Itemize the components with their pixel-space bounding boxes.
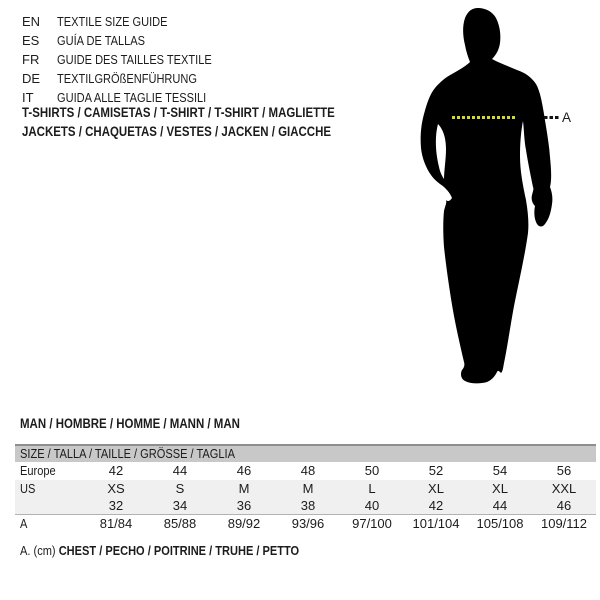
category-line-jackets: JACKETS / CHAQUETAS / VESTES / JACKEN / GIACCHE: [22, 123, 332, 139]
size-table-header: SIZE / TALLA / TAILLE / GRÖSSE / TAGLIA: [15, 446, 596, 462]
man-silhouette-graphic: [400, 0, 600, 400]
table-cell: 44: [492, 498, 508, 513]
man-silhouette: [421, 8, 553, 383]
row-label: US: [20, 481, 36, 496]
language-row-de: [22, 69, 239, 88]
language-row-fr: [22, 50, 239, 69]
table-cell: 32: [108, 498, 124, 513]
language-label: TEXTILGRÖßENFÜHRUNG: [57, 71, 197, 86]
footnote-text: CHEST / PECHO / POITRINE / TRUHE / PETTO: [58, 543, 300, 558]
table-cell: 52: [428, 463, 444, 478]
row-label: Europe: [20, 463, 56, 478]
language-label: GUIDA ALLE TAGLIE TESSILI: [57, 90, 207, 105]
row-label: [15, 497, 84, 514]
language-label: TEXTILE SIZE GUIDE: [57, 14, 168, 29]
table-cell: L: [368, 481, 376, 496]
table-cell: 36: [236, 498, 252, 513]
table-cell: 109/112: [540, 516, 588, 531]
table-cell: 81/84: [99, 516, 133, 531]
table-row-europe: [15, 462, 596, 480]
table-cell: XL: [492, 481, 508, 496]
table-cell: 105/108: [476, 516, 524, 531]
table-cell: M: [238, 481, 250, 496]
table-cell: 85/88: [163, 516, 197, 531]
table-cell: XXL: [551, 481, 577, 496]
figure-panel: [400, 0, 600, 400]
table-cell: 44: [172, 463, 188, 478]
table-cell: XL: [428, 481, 444, 496]
footnote-prefix: A. (cm): [20, 543, 56, 558]
table-cell: M: [302, 481, 314, 496]
language-row-en: [22, 12, 239, 31]
section-title: MAN / HOMBRE / HOMME / MANN / MAN: [20, 416, 240, 431]
table-cell: 97/100: [352, 516, 392, 531]
table-row-us: [15, 480, 596, 497]
table-cell: 34: [172, 498, 188, 513]
table-cell: 56: [556, 463, 572, 478]
table-cell: 46: [236, 463, 252, 478]
measure-footnote: [20, 542, 348, 560]
table-cell: 50: [364, 463, 380, 478]
table-row-chest-a: [15, 514, 596, 532]
measure-label-a: A: [562, 110, 572, 125]
table-cell: 54: [492, 463, 508, 478]
table-cell: 42: [428, 498, 444, 513]
language-list: [22, 12, 239, 107]
language-row-es: [22, 31, 239, 50]
table-row-us-numeric: [15, 497, 596, 514]
table-cell: S: [175, 481, 185, 496]
language-code: DE: [22, 71, 41, 86]
language-code: ES: [22, 33, 40, 48]
language-label: GUIDE DES TAILLES TEXTILE: [57, 52, 212, 67]
language-code: EN: [22, 14, 41, 29]
row-label: A: [20, 516, 28, 531]
language-code: IT: [22, 90, 34, 105]
table-cell: 89/92: [227, 516, 261, 531]
table-cell: 48: [300, 463, 316, 478]
table-cell: XS: [107, 481, 125, 496]
table-cell: 40: [364, 498, 380, 513]
table-cell: 101/104: [412, 516, 460, 531]
category-line-tshirts: T-SHIRTS / CAMISETAS / T-SHIRT / T-SHIRT / MAGLIETTE: [22, 105, 335, 120]
table-cell: 46: [556, 498, 572, 513]
language-label: GUÍA DE TALLAS: [57, 33, 146, 48]
table-cell: 93/96: [291, 516, 325, 531]
size-table: [15, 444, 596, 532]
table-cell: 38: [300, 498, 316, 513]
garment-categories: [22, 104, 390, 141]
table-cell: 42: [108, 463, 124, 478]
language-code: FR: [22, 52, 40, 67]
